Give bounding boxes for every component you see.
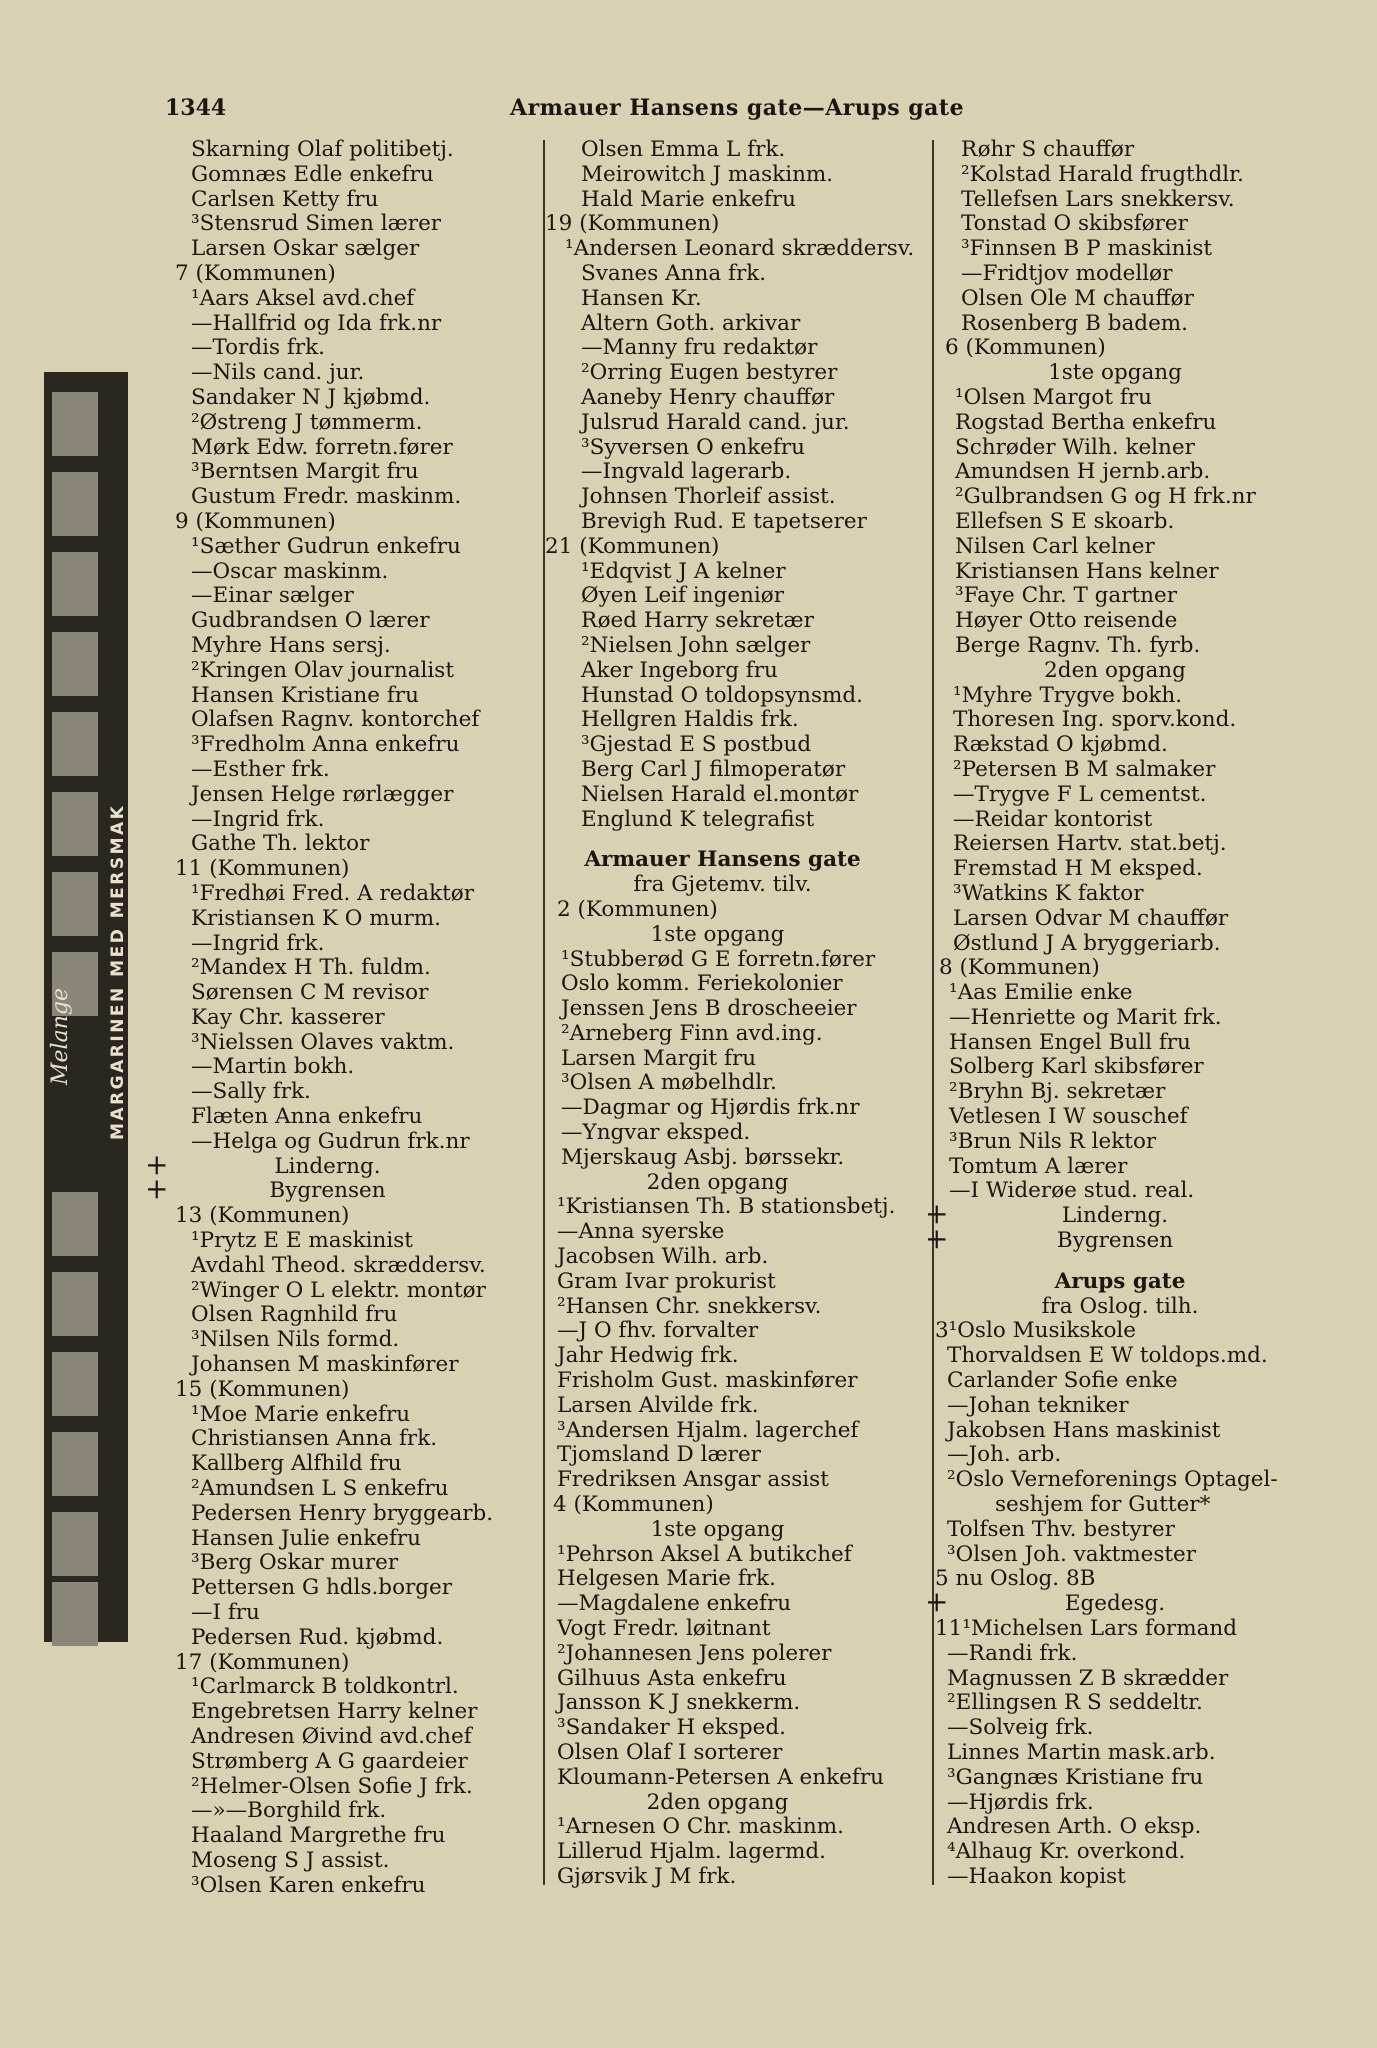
list-item: Altern Goth. arkivar [581,310,801,336]
house-number: 13 (Kommunen) [175,1203,350,1229]
list-item: Aaneby Henry chauffør [581,384,835,410]
list-item: —Magdalene enkefru [557,1591,792,1617]
list-item: Larsen Alvilde frk. [557,1392,759,1418]
list-item: Thoresen Ing. sporv.kond. [953,707,1237,733]
list-item: Røhr S chauffør [961,137,1135,162]
list-item: —»—Borghild frk. [191,1798,387,1824]
list-item: ¹Olsen Margot fru [955,384,1152,410]
list-item: Haaland Margrethe fru [191,1823,446,1849]
list-item: Tellefsen Lars snekkersv. [961,186,1235,212]
list-item: —I Widerøe stud. real. [949,1178,1195,1204]
list-item: —Haakon kopist [947,1863,1126,1889]
list-item: ³Finnsen B P maskinist [961,236,1213,262]
list-item: ¹Fredhøi Fred. A redaktør [191,880,474,906]
list-item: 3¹Oslo Musikskole [935,1318,1137,1344]
list-item: Larsen Oskar sælger [191,236,420,262]
list-item: —Trygve F L cementst. [953,781,1207,807]
list-item: Magnussen Z B skrædder [947,1665,1229,1691]
cross-street: + Bygrensen [935,1229,1335,1254]
list-item: —Ingrid frk. [191,806,325,832]
stairway-label: 2den opgang [1044,657,1186,683]
list-item: Gudbrandsen O lærer [191,608,430,634]
list-item: ¹Myhre Trygve bokh. [953,682,1183,708]
list-item: Myhre Hans sersj. [191,632,391,658]
list-item: Englund K telegrafist [581,806,815,832]
house-number: 8 (Kommunen) [939,955,1100,981]
list-item: Jenssen Jens B droscheeier [561,996,857,1022]
list-item: ³Gangnæs Kristiane fru [947,1764,1204,1790]
list-item: ¹Stubberød G E forretn.fører [561,946,876,972]
list-item: Lillerud Hjalm. lagermd. [557,1839,826,1865]
list-item: Engebretsen Harry kelner [191,1699,478,1725]
list-item: Fredriksen Ansgar assist [557,1467,829,1493]
list-item: Kristiansen K O murm. [191,905,441,931]
list-item: —Sally frk. [191,1079,311,1105]
house-number: 6 (Kommunen) [945,335,1106,361]
list-item: Mørk Edw. forretn.fører [191,434,453,460]
list-item: Tomtum A lærer [949,1153,1128,1179]
house-number: 15 (Kommunen) [175,1376,350,1402]
house-number: 21 (Kommunen) [545,533,720,559]
list-item: ¹Moe Marie enkefru [191,1401,411,1427]
list-item: 11¹Michelsen Lars formand [935,1616,1238,1642]
house-number: 9 (Kommunen) [175,508,336,534]
list-item: Tolfsen Thv. bestyrer [947,1516,1175,1542]
list-item: Pettersen G hdls.borger [191,1575,453,1601]
list-item: ³Andersen Hjalm. lagerchef [557,1417,859,1443]
list-item: Østlund J A bryggeriarb. [953,930,1221,956]
list-item: Helgesen Marie frk. [557,1566,776,1592]
list-item: Sørensen C M revisor [191,980,429,1006]
list-item: ³Nilsen Nils formd. [191,1327,400,1353]
list-item: ¹Aas Emilie enke [949,980,1133,1006]
list-item: ¹Arnesen O Chr. maskinm. [557,1814,844,1840]
list-item: Gjørsvik J M frk. [557,1863,737,1889]
list-item: —Fridtjov modellør [961,260,1173,286]
list-item: Jensen Helge rørlægger [191,781,454,807]
list-item: ²Arneberg Finn avd.ing. [561,1020,823,1046]
list-item: —Dagmar og Hjørdis frk.nr [561,1095,860,1121]
list-item: ¹Aars Aksel avd.chef [191,285,415,311]
list-item: Brevigh Rud. E tapetserer [581,508,867,534]
list-item: ³Berntsen Margit fru [191,459,419,485]
list-item: —Martin bokh. [191,1054,355,1080]
list-item: Vetlesen I W souschef [949,1104,1188,1130]
list-item: Larsen Odvar M chauffør [953,905,1229,931]
list-item: Olafsen Ragnv. kontorchef [191,707,480,733]
stairway-label: 1ste opgang [650,921,785,947]
list-item: ³Gjestad E S postbud [581,732,812,758]
list-item: Carlsen Ketty fru [191,186,379,212]
list-item: ²Ellingsen R S seddeltr. [947,1690,1203,1716]
list-item: Vogt Fredr. løitnant [557,1616,771,1642]
list-item: ²Orring Eugen bestyrer [581,360,838,386]
list-item: ²Bryhn Bj. sekretær [949,1079,1166,1105]
list-item: —Einar sælger [191,583,354,609]
list-item: ²Kringen Olav journalist [191,657,454,683]
list-item: —I fru [191,1600,260,1626]
list-item: Hald Marie enkefru [581,186,796,212]
house-number: 2 (Kommunen) [557,896,718,922]
list-item: Sandaker N J kjøbmd. [191,384,431,410]
house-number: 4 (Kommunen) [553,1492,714,1518]
list-item: Mjerskaug Asbj. børssekr. [561,1144,845,1170]
list-item: Olsen Ole M chauffør [961,285,1194,311]
directory-column-3 [935,138,1335,1890]
list-item: Gilhuus Asta enkefru [557,1665,787,1691]
list-item: Hansen Engel Bull fru [949,1029,1191,1055]
list-item: Hansen Kr. [581,285,702,311]
list-item: —Ingrid frk. [191,930,325,956]
list-item: ¹Edqvist J A kelner [581,558,786,584]
list-item: —Reidar kontorist [953,806,1153,832]
list-item: Øyen Leif ingeniør [581,583,785,609]
list-item: Olsen Olaf I sorterer [557,1740,783,1765]
cross-street: + Egedesg. [935,1592,1335,1617]
list-item: Berg Carl J filmoperatør [581,756,846,782]
list-item: Høyer Otto reisende [955,608,1178,634]
stairway-label: 1ste opgang [1048,360,1182,386]
list-item: Gathe Th. lektor [191,831,370,857]
list-item: ¹Prytz E E maskinist [191,1228,413,1254]
list-item: Skarning Olaf politibetj. [191,137,454,162]
list-item: —Solveig frk. [947,1715,1094,1741]
list-item: ³Berg Oskar murer [191,1550,399,1576]
list-item: Tonstad O skibsfører [961,211,1188,237]
list-item: ²Amundsen L S enkefru [191,1476,449,1502]
list-item: ³Brun Nils R lektor [949,1128,1157,1154]
list-item: Carlander Sofie enke [947,1368,1178,1394]
list-item: ³Sandaker H eksped. [557,1715,786,1741]
list-item: Andresen Øivind avd.chef [191,1724,472,1749]
house-number: 7 (Kommunen) [175,260,336,286]
list-item: Aker Ingeborg fru [581,657,778,683]
list-item: ²Helmer-Olsen Sofie J frk. [191,1773,473,1799]
list-item: ¹Andersen Leonard skræddersv. [565,236,915,262]
directory-column-2 [545,138,930,1890]
list-item: ³Olsen A møbelhdlr. [561,1070,777,1096]
list-item: Rosenberg B badem. [961,310,1189,336]
directory-column-1 [155,138,540,1899]
list-item: Avdahl Theod. skræddersv. [191,1252,486,1278]
list-item: Larsen Margit fru [561,1045,757,1071]
list-item: ¹Pehrson Aksel A butikchef [557,1541,852,1567]
list-item: —Esther frk. [191,756,330,782]
list-item: —Hallfrid og Ida frk.nr [191,310,442,336]
list-item: Gram Ivar prokurist [557,1268,776,1294]
list-item: Jahr Hedwig frk. [557,1343,739,1369]
list-item: ²Kolstad Harald frugthdlr. [961,161,1244,187]
list-item: ²Nielsen John sælger [581,632,811,658]
list-item: Moseng S J assist. [191,1847,390,1873]
stairway-label: 2den opgang [646,1789,789,1815]
list-item: ²Winger O L elektr. montør [191,1277,486,1303]
list-item: —Johan tekniker [947,1392,1129,1418]
list-item: ¹Carlmarck B toldkontrl. [191,1674,459,1700]
list-item: Meirowitch J maskinm. [581,161,834,187]
list-item: —J O fhv. forvalter [557,1318,759,1344]
list-item: Rogstad Bertha enkefru [955,409,1217,435]
list-item: Christiansen Anna frk. [191,1426,438,1452]
list-item: Gomnæs Edle enkefru [191,161,434,187]
list-item: ³Fredholm Anna enkefru [191,732,460,758]
page-title: Armauer Hansens gate—Arups gate [510,95,965,121]
cross-street: + Bygrensen [155,1179,540,1204]
list-item: Johnsen Thorleif assist. [581,484,836,510]
list-item: Svanes Anna frk. [581,260,767,286]
list-item: ²Johannesen Jens polerer [557,1640,832,1666]
list-item: Andresen Arth. O eksp. [947,1814,1202,1840]
list-item: —Manny fru redaktør [581,335,818,361]
list-item: —Hjørdis frk. [947,1789,1094,1815]
list-item: Tjomsland D lærer [557,1442,761,1468]
list-item: Thorvaldsen E W toldops.md. [947,1343,1268,1369]
list-item: Jakobsen Hans maskinist [947,1417,1221,1443]
list-item: Linnes Martin mask.arb. [947,1740,1216,1765]
list-item: Olsen Ragnhild fru [191,1302,398,1328]
list-item: Pedersen Henry bryggearb. [191,1500,494,1526]
list-item: Hellgren Haldis frk. [581,707,799,733]
list-item: —Joh. arb. [947,1442,1062,1468]
list-item: ²Gulbrandsen G og H frk.nr [955,484,1256,510]
list-item: Nielsen Harald el.montør [581,781,859,807]
list-item: Kristiansen Hans kelner [955,558,1219,584]
list-item: Ellefsen S E skoarb. [955,508,1175,534]
list-item: —Yngvar eksped. [561,1120,751,1146]
cross-street: + Linderng. [935,1204,1335,1229]
list-item: Rækstad O kjøbmd. [953,732,1168,758]
list-item: Solberg Karl skibsfører [949,1054,1204,1080]
list-item: ³Nielssen Olaves vaktm. [191,1029,455,1055]
street-heading: Arups gate [1054,1268,1186,1294]
list-item: Kay Chr. kasserer [191,1004,385,1030]
house-number: 5 nu Oslog. 8B [935,1566,1096,1592]
list-item: Kloumann-Petersen A enkefru [557,1764,884,1790]
list-item: ²Østreng J tømmerm. [191,409,423,435]
list-item: ²Oslo Verneforenings Optagel- [947,1467,1278,1493]
list-item: ²Petersen B M salmaker [953,756,1216,782]
list-item: Jansson K J snekkerm. [557,1690,801,1716]
column-divider-2 [932,140,934,1885]
list-item: —Randi frk. [947,1640,1078,1666]
street-heading: Armauer Hansens gate [584,847,861,873]
list-item: ¹Sæther Gudrun enkefru [191,533,461,559]
list-item: Reiersen Hartv. stat.betj. [953,831,1227,857]
list-item: Nilsen Carl kelner [955,533,1155,559]
house-number: 11 (Kommunen) [175,856,350,882]
list-item: —Oscar maskinm. [191,558,389,584]
list-item: —Nils cand. jur. [191,360,365,386]
list-item: —Anna syerske [557,1219,725,1245]
advertisement-slogan: MARGARINEN MED MERSMAK [108,803,128,1140]
house-number: 17 (Kommunen) [175,1649,350,1675]
list-item: ³Syversen O enkefru [581,434,805,460]
street-subheading: fra Oslog. tilh. [1041,1293,1199,1319]
list-item: Oslo komm. Feriekolonier [561,971,843,997]
list-item: Hunstad O toldopsynsmd. [581,682,863,708]
list-item: ³Watkins K faktor [953,880,1144,906]
list-item: Jacobsen Wilh. arb. [557,1244,769,1270]
list-item: Berge Ragnv. Th. fyrb. [955,632,1201,658]
list-item: Olsen Emma L frk. [581,137,786,162]
street-subheading: fra Gjetemv. tilv. [633,872,812,898]
stairway-label: 2den opgang [646,1169,789,1195]
list-item: Schrøder Wilh. kelner [955,434,1195,460]
list-item: ⁴Alhaug Kr. overkond. [947,1839,1186,1865]
list-item: —Tordis frk. [191,335,325,361]
list-item: Frisholm Gust. maskinfører [557,1368,858,1394]
list-item: —Helga og Gudrun frk.nr [191,1128,470,1154]
list-item: Fremstad H M eksped. [953,856,1203,882]
list-item: Flæten Anna enkefru [191,1104,423,1130]
stairway-label: 1ste opgang [650,1516,785,1542]
page-number: 1344 [165,95,227,121]
list-item: Hansen Julie enkefru [191,1525,422,1551]
list-item: Hansen Kristiane fru [191,682,419,708]
list-item: ³Faye Chr. T gartner [955,583,1178,609]
list-item: —Ingvald lagerarb. [581,459,792,485]
list-item: ³Stensrud Simen lærer [191,211,442,237]
list-item: Gustum Fredr. maskinm. [191,484,462,510]
advertisement-script-logo: Melange [48,988,73,1085]
cross-street: + Linderng. [155,1155,540,1180]
list-item: Kallberg Alfhild fru [191,1451,402,1477]
list-item: —Henriette og Marit frk. [949,1004,1222,1030]
list-item: Røed Harry sekretær [581,608,814,634]
list-item: ³Olsen Karen enkefru [191,1872,426,1898]
list-item: Johansen M maskinfører [191,1352,459,1378]
list-item: seshjem for Gutter* [995,1492,1211,1518]
list-item: Pedersen Rud. kjøbmd. [191,1624,444,1650]
list-item: ³Olsen Joh. vaktmester [947,1541,1197,1567]
list-item: ²Mandex H Th. fuldm. [191,955,431,981]
list-item: ²Hansen Chr. snekkersv. [557,1293,822,1319]
list-item: Strømberg A G gaardeier [191,1748,468,1774]
house-number: 19 (Kommunen) [545,211,720,237]
list-item: ¹Kristiansen Th. B stationsbetj. [557,1194,896,1220]
list-item: Amundsen H jernb.arb. [955,459,1211,485]
list-item: Julsrud Harald cand. jur. [581,409,850,435]
